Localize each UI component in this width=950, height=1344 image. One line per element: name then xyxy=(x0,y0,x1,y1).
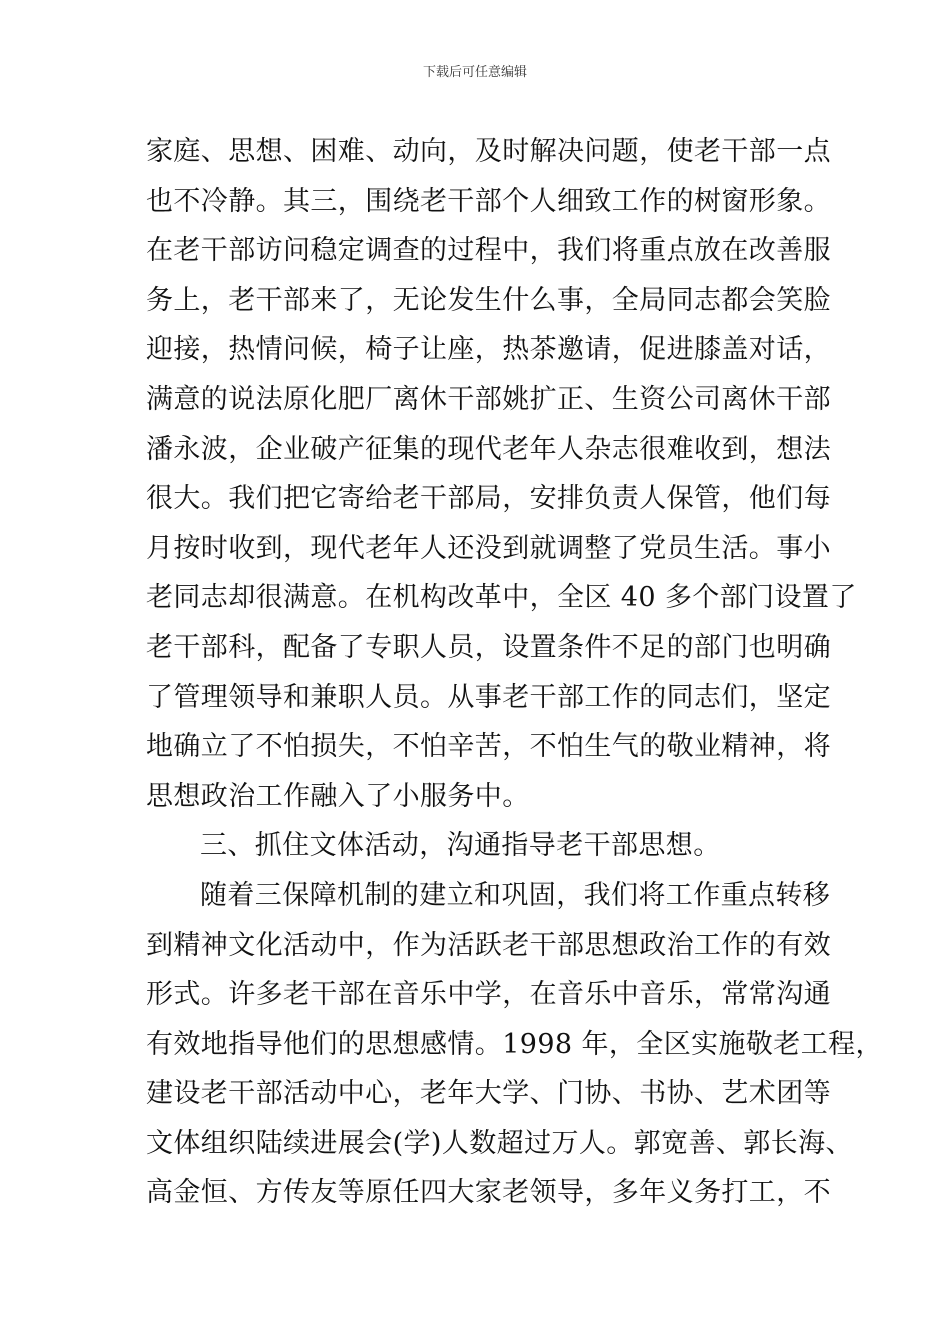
text-line: 有效地指导他们的思想感情。1998 年，全区实施敬老工程， xyxy=(146,1028,883,1060)
text-line: 务上，老干部来了，无论发生什么事，全局同志都会笑脸 xyxy=(146,284,831,316)
paragraph-start-line: 随着三保障机制的建立和巩固，我们将工作重点转移 xyxy=(200,879,831,911)
text-line: 也不冷静。其三，围绕老干部个人细致工作的树窗形象。 xyxy=(146,185,831,217)
text-line: 很大。我们把它寄给老干部局，安排负责人保管，他们每 xyxy=(146,483,831,515)
text-line: 老干部科，配备了专职人员，设置条件不足的部门也明确 xyxy=(146,631,831,663)
text-line: 满意的说法原化肥厂离休干部姚扩正、生资公司离休干部 xyxy=(146,383,831,415)
document-body xyxy=(146,127,883,1218)
text-line: 迎接，热情问候，椅子让座，热茶邀请，促进膝盖对话， xyxy=(146,334,831,366)
text-line: 老同志却很满意。在机构改革中，全区 40 多个部门设置了 xyxy=(146,582,857,614)
text-line: 潘永波，企业破产征集的现代老年人杂志很难收到，想法 xyxy=(146,433,831,465)
text-line: 建设老干部活动中心，老年大学、门协、书协、艺术团等 xyxy=(146,1078,831,1110)
text-line: 思想政治工作融入了小服务中。 xyxy=(146,780,530,812)
text-line: 高金恒、方传友等原任四大家老领导，多年义务打工，不 xyxy=(146,1177,831,1209)
text-line: 家庭、思想、困难、动向，及时解决问题，使老干部一点 xyxy=(146,136,831,167)
text-line: 在老干部访问稳定调查的过程中，我们将重点放在改善服 xyxy=(146,235,831,267)
section-heading: 三、抓住文体活动，沟通指导老干部思想。 xyxy=(200,830,721,862)
text-line: 文体组织陆续进展会(学)人数超过万人。郭宽善、郭长海、 xyxy=(146,1127,853,1159)
text-line: 月按时收到，现代老年人还没到就调整了党员生活。事小 xyxy=(146,532,831,564)
text-line: 形式。许多老干部在音乐中学，在音乐中音乐，常常沟通 xyxy=(146,979,831,1011)
text-line: 了管理领导和兼职人员。从事老干部工作的同志们，坚定 xyxy=(146,681,831,713)
text-line: 地确立了不怕损失，不怕辛苦，不怕生气的敬业精神，将 xyxy=(146,731,831,763)
page-header: 下载后可任意编辑 xyxy=(422,65,527,80)
text-line: 到精神文化活动中，作为活跃老干部思想政治工作的有效 xyxy=(146,929,831,961)
